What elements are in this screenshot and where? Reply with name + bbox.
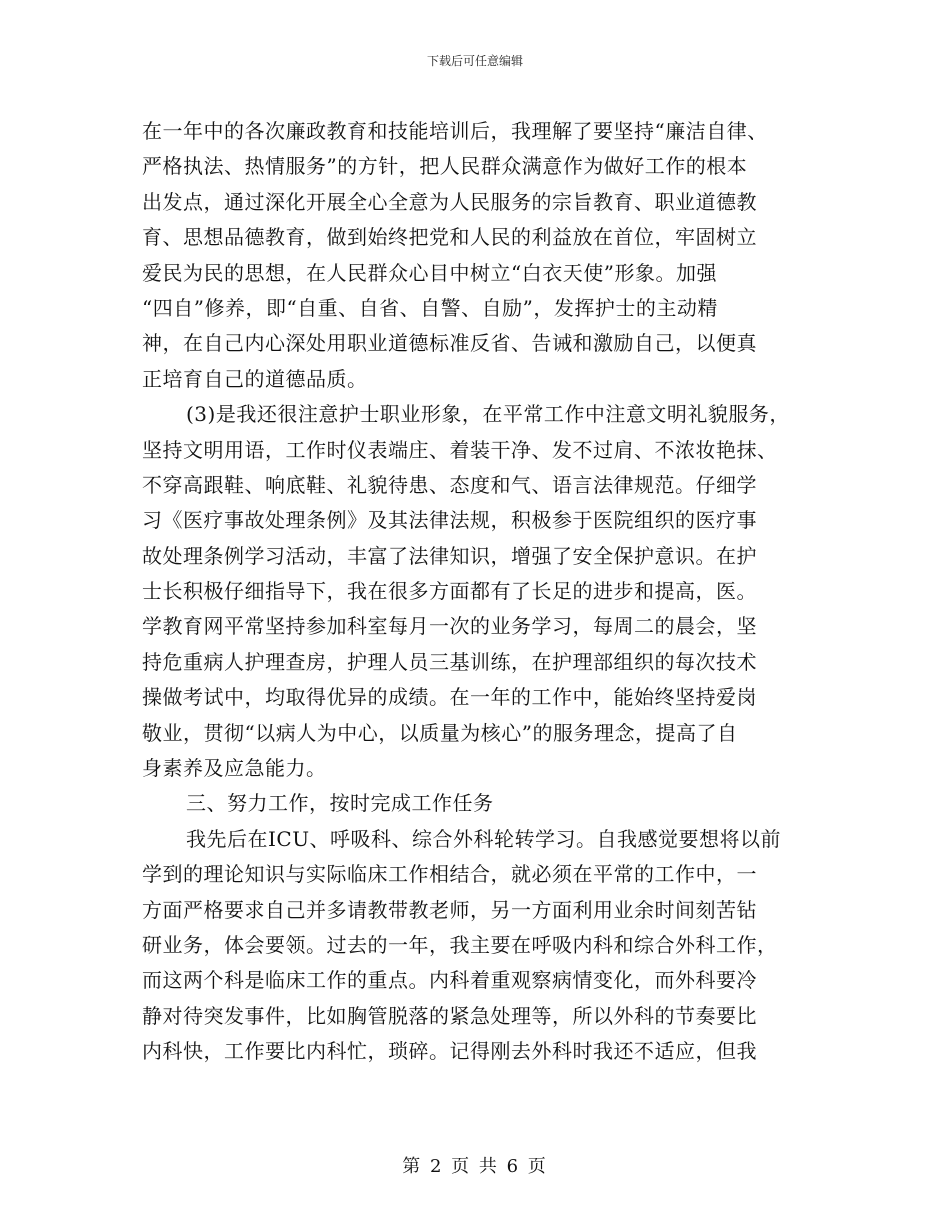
text-line: 我先后在ICU、呼吸科、综合外科轮转学习。自我感觉要想将以前 bbox=[186, 826, 782, 851]
text-line: 士长积极仔细指导下，我在很多方面都有了长足的进步和提高，医。 bbox=[142, 579, 757, 604]
text-line: 出发点，通过深化开展全心全意为人民服务的宗旨教育、职业道德教 bbox=[142, 189, 757, 214]
text-line: 坚持文明用语，工作时仪表端庄、着装干净、发不过肩、不浓妆艳抹、 bbox=[142, 437, 778, 462]
page-header: 下载后可任意编辑 bbox=[426, 54, 523, 68]
text-line: 三、努力工作，按时完成工作任务 bbox=[186, 791, 494, 816]
text-line: 神，在自己内心深处用职业道德标准反省、告诫和激励自己，以便真 bbox=[142, 331, 757, 356]
text-line: 方面严格要求自己并多请教带教老师，另一方面利用业余时间刻苦钻 bbox=[142, 897, 757, 922]
text-line: (3)是我还很注意护士职业形象，在平常工作中注意文明礼貌服务， bbox=[186, 402, 790, 427]
text-line: 持危重病人护理查房，护理人员三基训练，在护理部组织的每次技术 bbox=[142, 649, 757, 674]
page-footer: 第 2 页 共 6 页 bbox=[402, 1156, 548, 1177]
text-line: 研业务，体会要领。过去的一年，我主要在呼吸内科和综合外科工作， bbox=[142, 932, 778, 957]
text-line: 内科快，工作要比内科忙，琐碎。记得刚去外科时我还不适应，但我 bbox=[142, 1039, 757, 1064]
text-line: 严格执法、热情服务”的方针，把人民群众满意作为做好工作的根本 bbox=[142, 154, 748, 179]
document-body bbox=[142, 114, 822, 1070]
text-line: 身素养及应急能力。 bbox=[142, 756, 327, 781]
text-line: 敬业，贯彻“以病人为中心，以质量为核心”的服务理念，提高了自 bbox=[142, 720, 738, 745]
text-line: 操做考试中，均取得优异的成绩。在一年的工作中，能始终坚持爱岗 bbox=[142, 685, 757, 710]
text-line: 学到的理论知识与实际临床工作相结合，就必须在平常的工作中，一 bbox=[142, 862, 757, 887]
text-line: 不穿高跟鞋、响底鞋、礼貌待患、态度和气、语言法律规范。仔细学 bbox=[142, 472, 757, 497]
text-line: 静对待突发事件，比如胸管脱落的紧急处理等，所以外科的节奏要比 bbox=[142, 1003, 757, 1028]
text-line: 而这两个科是临床工作的重点。内科着重观察病情变化，而外科要冷 bbox=[142, 968, 757, 993]
text-line: 习《医疗事故处理条例》及其法律法规，积极参于医院组织的医疗事 bbox=[142, 508, 757, 533]
text-line: 育、思想品德教育，做到始终把党和人民的利益放在首位，牢固树立 bbox=[142, 225, 757, 250]
text-line: 在一年中的各次廉政教育和技能培训后，我理解了要坚持“廉洁自律、 bbox=[142, 119, 768, 143]
text-line: 故处理条例学习活动，丰富了法律知识，增强了安全保护意识。在护 bbox=[142, 543, 757, 568]
text-line: “四自”修养，即“自重、自省、自警、自励”，发挥护士的主动精 bbox=[142, 295, 718, 320]
text-line: 学教育网平常坚持参加科室每月一次的业务学习，每周二的晨会，坚 bbox=[142, 614, 757, 639]
text-line: 爱民为民的思想，在人民群众心目中树立“白衣天使”形象。加强 bbox=[142, 260, 717, 285]
text-line: 正培育自己的道德品质。 bbox=[142, 366, 368, 391]
